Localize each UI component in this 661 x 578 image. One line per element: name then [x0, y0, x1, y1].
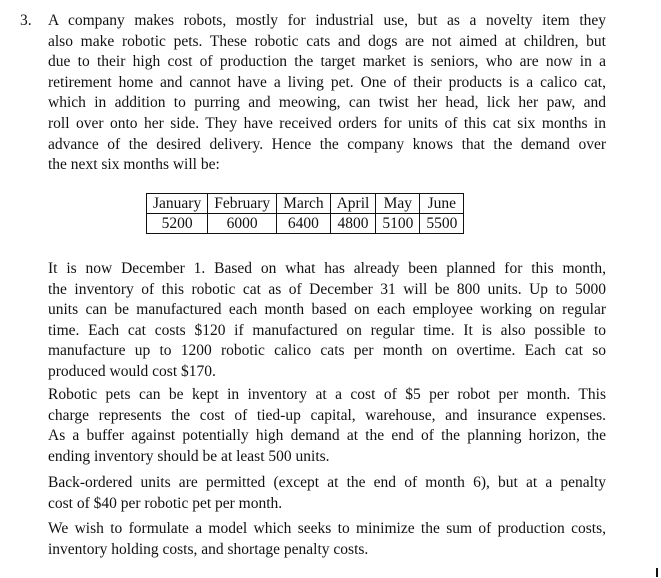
intro-paragraph: [48, 11, 606, 176]
production-line: the inventory of this robotic cat as of December 31 will be 800 units. Up to 5000: [48, 280, 606, 298]
production-line: units can be manufactured each month based on each employee working on regular: [48, 301, 606, 319]
demand-table: [146, 193, 464, 234]
inventory-line: charge represents the cost of tied-up capital, warehouse, and insurance expenses.: [48, 406, 606, 424]
intro-line: retirement home and cannot have a living pet. One of their products is a calico cat,: [48, 73, 606, 91]
backorder-paragraph: [48, 473, 606, 514]
production-line: time. Each cat costs $120 if manufactured on regular time. It is also possible to: [48, 321, 606, 339]
month-cell: February: [208, 194, 277, 214]
production-line: manufacture up to 1200 robotic calico cats per month on overtime. Each cat so: [48, 342, 606, 360]
intro-line: A company makes robots, mostly for industrial use, but as a novelty item they: [48, 12, 606, 29]
objective-line: inventory holding costs, and shortage penalty costs.: [48, 540, 369, 558]
month-cell: May: [376, 194, 420, 214]
objective-paragraph: [48, 519, 606, 560]
demand-cell: 6000: [208, 214, 277, 234]
demand-cell: 6400: [277, 214, 330, 234]
intro-line: due to their high cost of production the target market is seniors, who are now in a: [48, 53, 606, 71]
intro-line: roll over onto her side. They have received orders for units of this cat six months in: [48, 114, 606, 132]
problem-number: 3.: [20, 12, 32, 29]
demand-cell: 5500: [420, 214, 464, 234]
demand-table-value-row: [147, 214, 464, 234]
production-paragraph: [48, 259, 606, 383]
intro-line: advance of the desired delivery. Hence the company knows that the demand over: [48, 135, 606, 153]
demand-cell: 4800: [330, 214, 376, 234]
demand-cell: 5100: [376, 214, 420, 234]
backorder-line: cost of $40 per robotic pet per month.: [48, 494, 283, 512]
inventory-line: As a buffer against potentially high demand at the end of the planning horizon, the: [48, 427, 606, 445]
production-line: It is now December 1. Based on what has already been planned for this month,: [48, 260, 606, 277]
inventory-line: Robotic pets can be kept in inventory at a cost of $5 per robot per month. This: [48, 386, 606, 403]
demand-cell: 5200: [147, 214, 208, 234]
demand-table-header-row: [147, 194, 464, 214]
inventory-paragraph: [48, 385, 606, 467]
month-cell: April: [330, 194, 376, 214]
month-cell: January: [147, 194, 208, 214]
intro-line: also make robotic pets. These robotic cats and dogs are not aimed at children, but: [48, 32, 606, 50]
inventory-line: ending inventory should be at least 500 units.: [48, 447, 330, 465]
production-line: produced would cost $170.: [48, 362, 216, 380]
edge-mark: [656, 568, 658, 577]
intro-line: the next six months will be:: [48, 156, 220, 174]
month-cell: June: [420, 194, 464, 214]
month-cell: March: [277, 194, 330, 214]
objective-line: We wish to formulate a model which seeks to minimize the sum of production costs,: [48, 520, 606, 537]
intro-line: which in addition to purring and meowing, can twist her head, lick her paw, and: [48, 94, 606, 112]
backorder-line: Back-ordered units are permitted (except at the end of month 6), but at a penalty: [48, 474, 606, 491]
